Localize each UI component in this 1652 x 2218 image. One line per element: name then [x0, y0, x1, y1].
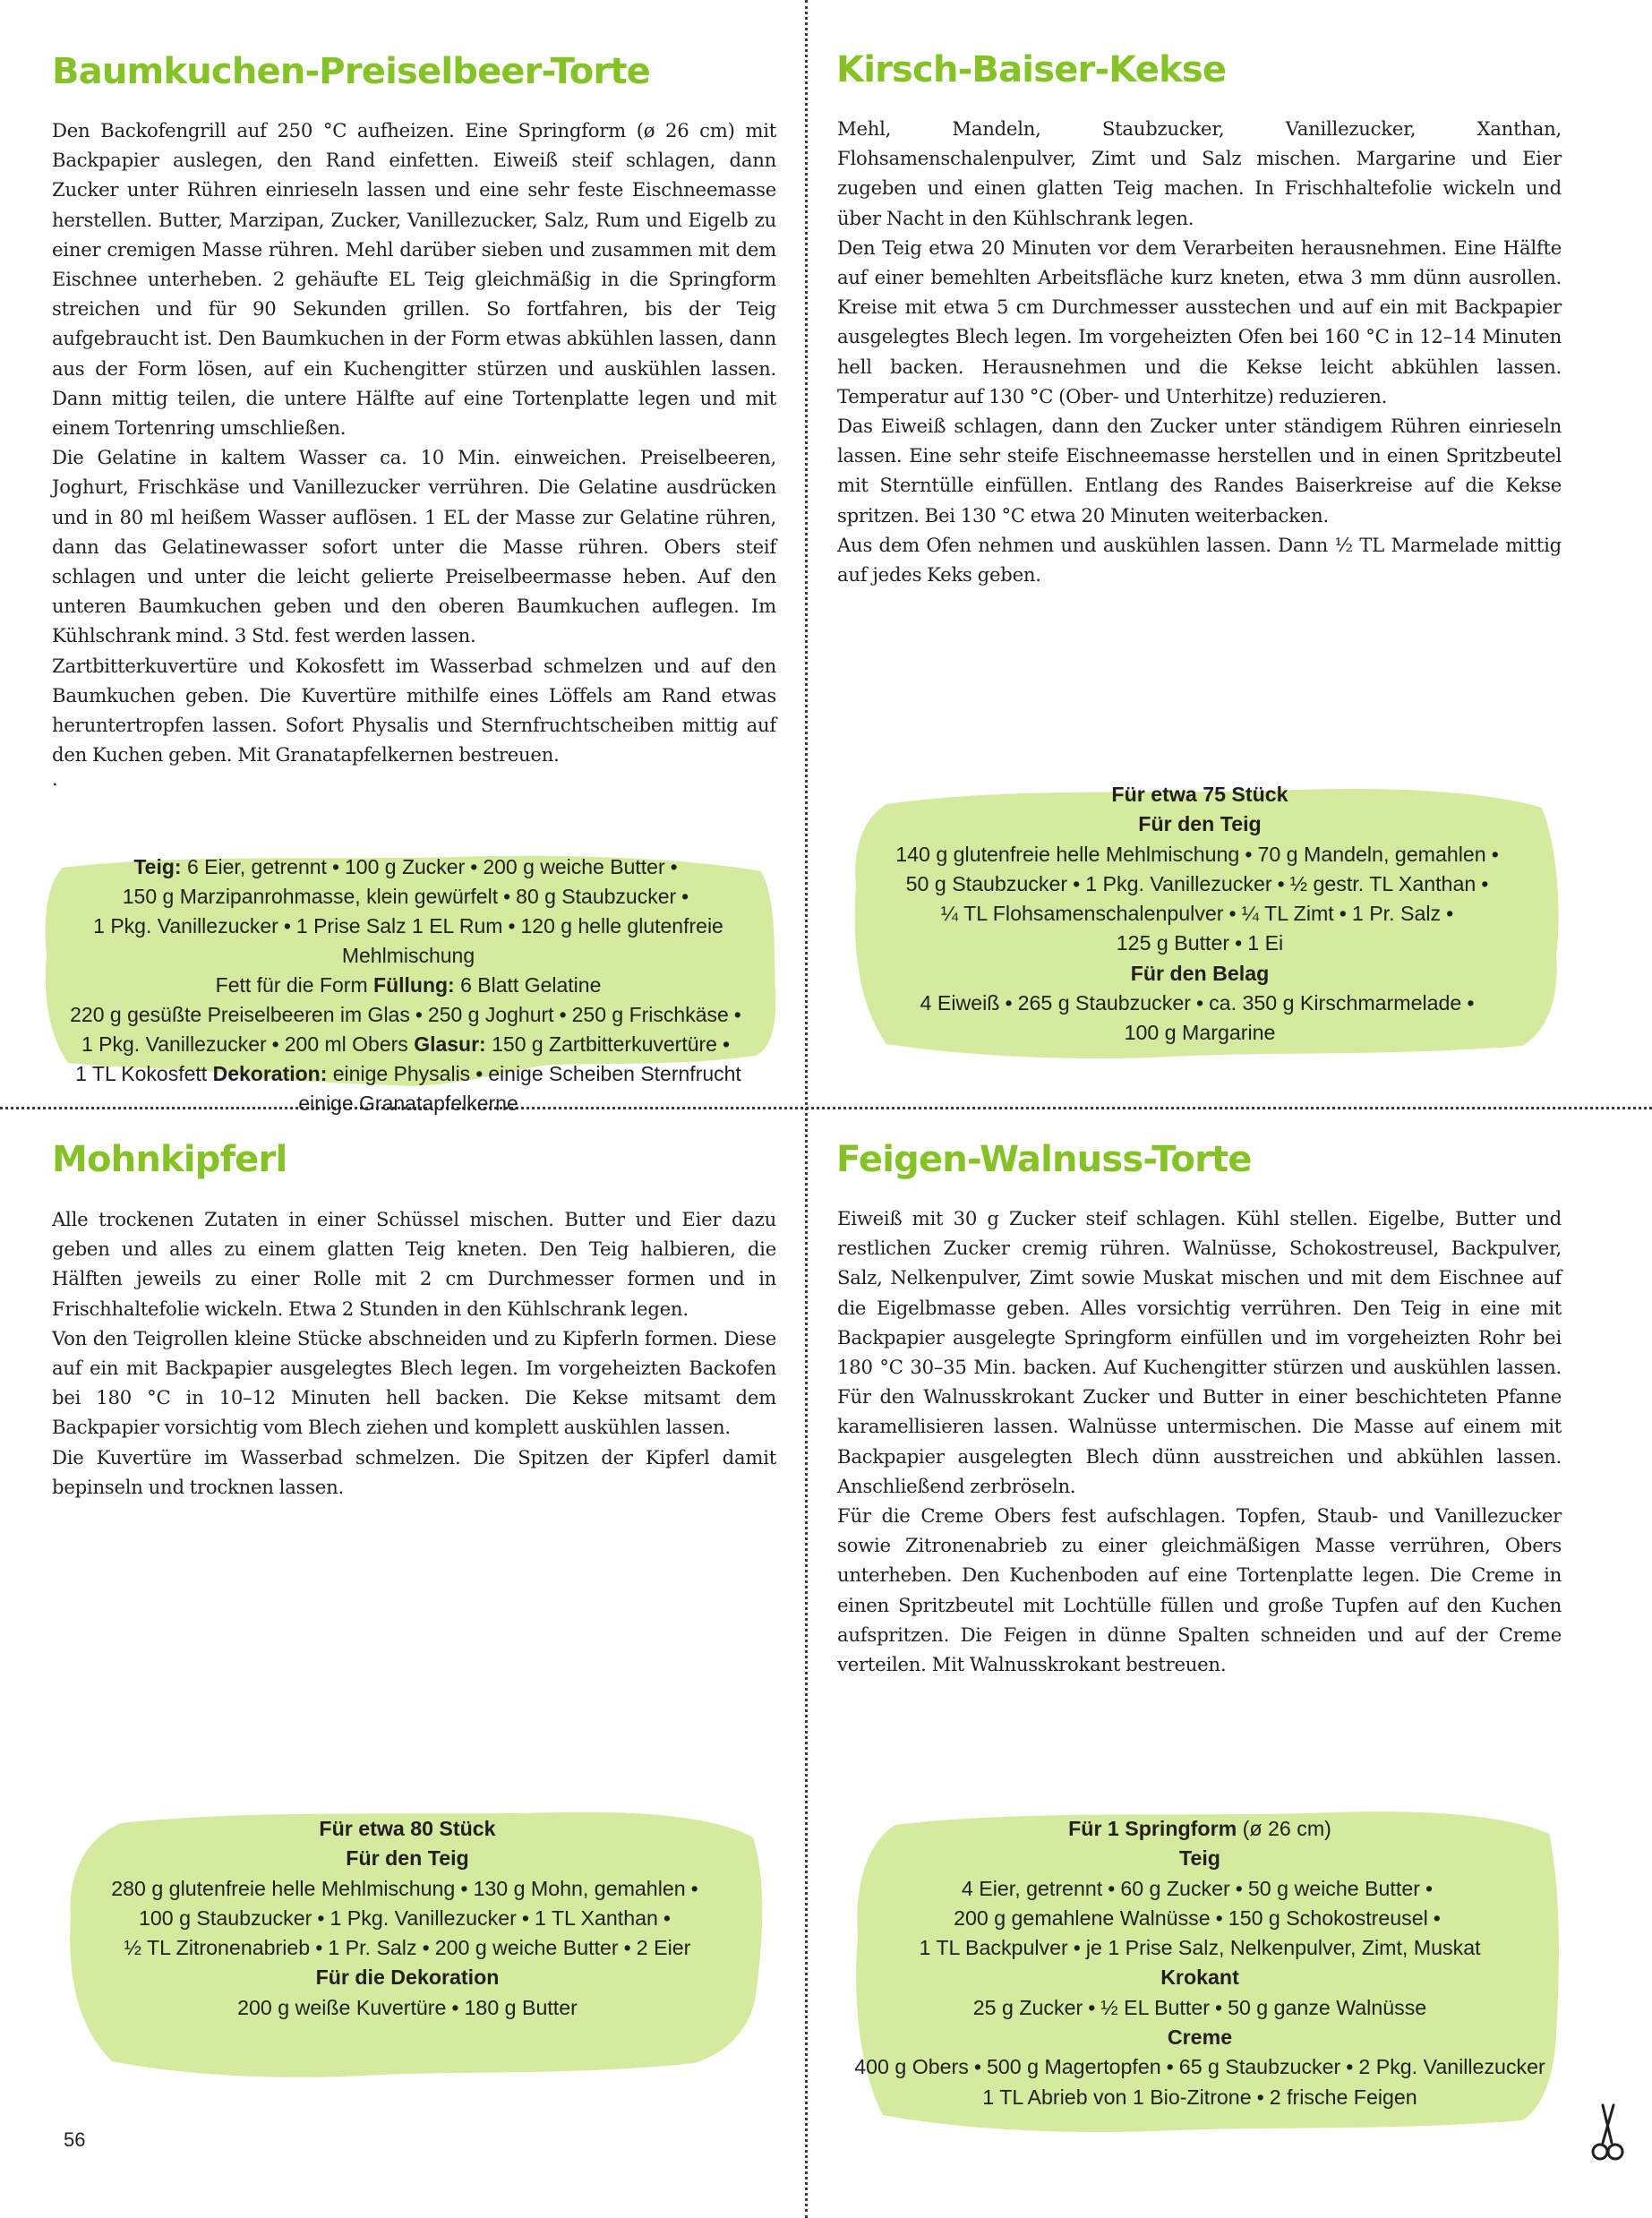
teig-label: Teig:	[133, 855, 182, 878]
teig-label: Für den Teig	[1138, 812, 1262, 836]
ingredient: 6 Eier, getrennt	[186, 855, 327, 878]
stray-dot: .	[52, 767, 58, 791]
ingredient-line: 280 g glutenfreie helle Mehlmischung • 130 g Mohn, gemahlen • 100 g Staubzucker • 1 Pkg. Vanillezucker • 1 TL Xanthan • ½ TL Zitronenabrieb • 1 Pr. Salz • 200 g weiche Butter • 2 Eier	[111, 1876, 698, 1960]
ingredient: 60 g Zucker	[1120, 1876, 1230, 1900]
ingredient: 100 g Margarine	[1124, 1021, 1276, 1045]
paragraph: Die Gelatine in kaltem Wasser ca. 10 Min. einweichen. Preiselbeeren, Joghurt, Frischkäse und Vanillezucker verrühren. Die Gelatine ausdrücken und in 80 ml heißem Wasser auflösen. 1 EL der Masse zur Gelatine rühren, dann das Gelatinewasser sofort unter die Masse rühren. Obers steif schlagen und unter die leicht gelierte Preiselbeermasse heben. Auf den unteren Baumkuchen geben und den oberen Baumkuchen auflegen. Im Kühlschrank mind. 3 Std. fest werden lassen.	[52, 446, 776, 647]
ingredient: ½ EL Butter	[1100, 1995, 1210, 2019]
paragraph: Eiweiß mit 30 g Zucker steif schlagen. Kühl stellen. Eigelbe, Butter und restlichen Zucker cremig rühren. Walnüsse, Schokostreusel, Backpulver, Salz, Nelkenpulver, Zimt sowie Muskat mischen und mit dem Eischnee auf die Eigelbmasse geben. Alles vorsichtig verrühren. Den Teig in eine mit Backpapier ausgelegte Springform einfüllen und im vorgeheizten Rohr bei 180 °C 30–35 Min. backen. Auf Kuchengitter stürzen und auskühlen lassen. Für den Walnusskrokant Zucker und Butter in einer beschichteten Pfanne karamellisieren lassen. Walnüsse untermischen. Die Masse auf einem mit Backpapier ausgelegten Blech dünn ausstreichen und abkühlen lassen. Anschließend zerbröseln.	[837, 1207, 1562, 1497]
ingredient: 4 Eier, getrennt	[961, 1876, 1103, 1900]
ingredient: 150 g Schokostreusel	[1228, 1905, 1428, 1930]
ingredient: 1 Pr. Salz	[1351, 902, 1442, 926]
belag-label: Für den Belag	[1130, 961, 1270, 985]
ingredient: 220 g gesüßte Preiselbeeren im Glas	[70, 1003, 410, 1026]
paragraph: Zartbitterkuvertüre und Kokosfett im Wasserbad schmelzen und auf den Baumkuchen geben. Die Kuvertüre mithilfe eines Löffels am Rand etwas heruntertropfen lassen. Sofort Physalis und Sternfruchtscheiben mittig auf den Kuchen geben. Mit Granatapfelkernen bestreuen.	[52, 654, 776, 766]
ingredient: 70 g Mandeln, gemahlen	[1257, 842, 1486, 866]
ingredient: ca. 350 g Kirschmarmelade	[1209, 991, 1462, 1015]
ingredient: 150 g Marzipanrohmasse, klein gewürfelt	[122, 885, 499, 908]
ingredient: 2 Eier	[636, 1936, 691, 1960]
ingredient: 50 g Staubzucker	[905, 871, 1068, 895]
yield-label: Für 1 Springform	[1068, 1817, 1237, 1840]
ingredient: 2 frische Feigen	[1269, 2085, 1417, 2109]
paragraph: Den Backofengrill auf 250 °C aufheizen. Eine Springform (ø 26 cm) mit Backpapier auslegen, den Rand einfetten. Eiweiß steif schlagen, dann Zucker unter Rühren einrieseln lassen und eine sehr feste Eischneemasse herstellen. Butter, Marzipan, Zucker, Vanillezucker, Salz, Rum und Eigelb zu einer cremigen Masse rühren. Mehl darüber sieben und zusammen mit dem Eischnee unterheben. 2 gehäufte EL Teig gleichmäßig in die Springform streichen und für 90 Sekunden grillen. So fortfahren, bis der Teig aufgebraucht ist. Den Baumkuchen in der Form etwas abkühlen lassen, dann aus der Form lösen, auf ein Kuchengitter stürzen und auskühlen lassen. Dann mittig teilen, die untere Hälfte auf eine Tortenplatte legen und mit einem Tortenring umschließen.	[52, 119, 776, 440]
ingredient: einige Physalis	[332, 1062, 471, 1085]
page-number: 56	[64, 2128, 86, 2151]
ingredient: 130 g Mohn, gemahlen	[473, 1876, 686, 1900]
ingredient: 250 g Joghurt	[427, 1003, 554, 1026]
ingredients-list	[833, 1802, 1567, 2112]
ingredient: 1 TL Xanthan	[534, 1905, 658, 1930]
ingredient: 1 TL Backpulver	[919, 1936, 1068, 1960]
ingredient: 280 g glutenfreie helle Mehlmischung	[111, 1876, 456, 1900]
ingredient: 400 g Obers	[854, 2055, 969, 2079]
ingredient: 2 Pkg. Vanillezucker	[1358, 2055, 1545, 2079]
ingredient: 1 Prise Salz 1 EL Rum	[295, 914, 503, 938]
recipe-title-feigen: Feigen-Walnuss-Torte	[836, 1139, 1252, 1180]
recipe-title-mohn: Mohnkipferl	[52, 1139, 287, 1180]
paragraph: Mehl, Mandeln, Staubzucker, Vanillezucker, Xanthan, Flohsamenschalenpulver, Zimt und Salz mischen. Margarine und Eier zugeben und einen glatten Teig machen. In Frischhaltefolie wickeln und über Nacht in den Kühlschrank legen.	[837, 117, 1562, 229]
ingredient: 125 g Butter	[1116, 931, 1230, 955]
ingredient: ½ gestr. TL Xanthan	[1289, 871, 1477, 895]
paragraph: Die Kuvertüre im Wasserbad schmelzen. Die Spitzen der Kipferl damit bepinseln und trocknen lassen.	[52, 1445, 776, 1498]
ingredient: ½ TL Zitronenabrieb	[124, 1936, 311, 1960]
recipe-instructions-kirsch	[837, 114, 1562, 589]
ingredient: 250 g Frischkäse	[571, 1003, 729, 1026]
recipe-instructions-feigen	[837, 1203, 1562, 1679]
ingredient-line: 200 g weiße Kuvertüre • 180 g Butter	[237, 1995, 578, 2019]
ingredient: 200 g weiche Butter	[434, 1936, 619, 1960]
ingredient: 1 Pkg. Vanillezucker	[1085, 871, 1272, 895]
fuellung-label: Füllung:	[373, 973, 455, 997]
ingredient: 1 Pkg. Vanillezucker	[330, 1905, 517, 1930]
ingredients-list	[40, 1802, 775, 2023]
ingredient: 100 g Zucker	[345, 855, 466, 878]
ingredient: je 1 Prise Salz, Nelkenpulver, Zimt, Muskat	[1085, 1936, 1481, 1960]
ingredients-box-baumkuchen	[36, 848, 781, 1115]
recipe-title-kirsch: Kirsch-Baiser-Kekse	[836, 49, 1227, 90]
ingredient: 100 g Staubzucker	[138, 1905, 312, 1930]
glasur-label: Glasur:	[414, 1032, 486, 1056]
ingredient: 500 g Magertopfen	[987, 2055, 1161, 2079]
ingredient: einige Scheiben Sternfrucht	[488, 1062, 741, 1085]
ingredient: 1 Ei	[1247, 931, 1284, 955]
ingredient-line: 140 g glutenfreie helle Mehlmischung • 70 g Mandeln, gemahlen • 50 g Staubzucker • 1 Pkg. Vanillezucker • ½ gestr. TL Xanthan • ¼ TL Flohsamenschalenpulver • ¼ TL Zimt • 1 Pr. Salz • 125 g Butter • 1 Ei	[895, 842, 1499, 955]
ingredient: 150 g Zartbitterkuvertüre	[492, 1032, 717, 1056]
recipe-title-baumkuchen: Baumkuchen-Preiselbeer-Torte	[52, 51, 651, 92]
ingredients-box-mohn	[40, 1802, 775, 2084]
ingredient: 1 Pkg. Vanillezucker	[93, 914, 278, 938]
ingredient: 200 g weiche Butter	[483, 855, 665, 878]
ingredient-line: 4 Eier, getrennt • 60 g Zucker • 50 g weiche Butter • 200 g gemahlene Walnüsse • 150 g Schokostreusel • 1 TL Backpulver • je 1 Prise Salz, Nelkenpulver, Zimt, Muskat	[919, 1876, 1481, 1960]
ingredient: 6 Blatt Gelatine	[460, 973, 602, 997]
yield-line	[833, 1814, 1567, 1844]
recipe-instructions-mohn	[52, 1204, 776, 1502]
scissors-icon	[1588, 2102, 1626, 2162]
yield-label: Für etwa 80 Stück	[319, 1817, 496, 1840]
deko-label: Für die Dekoration	[315, 1965, 500, 1990]
ingredient: ¼ TL Zimt	[1241, 902, 1334, 926]
recipe-instructions-baumkuchen	[52, 116, 776, 789]
ingredients-box-feigen	[833, 1802, 1567, 2135]
ingredient: Fett für die Form	[215, 973, 368, 997]
ingredients-list	[833, 777, 1567, 1049]
paragraph: Für die Creme Obers fest aufschlagen. Topfen, Staub- und Vanillezucker sowie Zitronenabrieb zu einer gleichmäßigen Masse verrühren, Obers unterheben. Den Kuchenboden auf eine Tortenplatte legen. Die Creme in einen Spritzbeutel mit Lochtülle füllen und große Tupfen auf den Kuchen aufspritzen. Die Feigen in dünne Spalten schneiden und auf der Creme verteilen. Mit Walnusskrokant bestreuen.	[837, 1504, 1562, 1676]
ingredients-list: Teig: 6 Eier, getrennt • 100 g Zucker • 200 g weiche Butter • 150 g Marzipanrohmasse, klein gewürfelt • 80 g Staubzucker • 1 Pkg. Vanillezucker • 1 Prise Salz 1 EL Rum • 120 g helle glutenfreie Mehlmischung Fett für die Form Füllung: 6 Blatt Gelatine 220 g gesüßte Preiselbeeren im Glas • 250 g Joghurt • 250 g Frischkäse • 1 Pkg. Vanillezucker • 200 ml Obers Glasur: 150 g Zartbitterkuvertüre • 1 TL Kokosfett Dekoration: einige Physalis • einige Scheiben Sternfrucht einige Granatapfelkerne	[70, 855, 741, 1115]
ingredient: 50 g weiche Butter	[1247, 1876, 1420, 1900]
ingredient: ¼ TL Flohsamenschalenpulver	[940, 902, 1224, 926]
ingredient: 200 g weiße Kuvertüre	[237, 1995, 447, 2019]
krokant-label: Krokant	[1160, 1965, 1239, 1990]
paragraph: Das Eiweiß schlagen, dann den Zucker unter ständigem Rühren einrieseln lassen. Eine sehr steife Eischneemasse herstellen und in einen Spritzbeutel mit Sterntülle einfüllen. Entlang des Randes Baiserkreise auf die Kekse spritzen. Bei 130 °C etwa 20 Minuten weiterbacken.	[837, 415, 1562, 527]
creme-label: Creme	[1167, 2025, 1233, 2050]
yield-label: Für etwa 75 Stück	[1111, 783, 1288, 806]
ingredient: 25 g Zucker	[972, 1995, 1083, 2019]
ingredient: 1 Pr. Salz	[328, 1936, 417, 1960]
ingredient: 120 g helle glutenfreie Mehlmischung	[341, 914, 723, 967]
ingredient-line: 25 g Zucker • ½ EL Butter • 50 g ganze Walnüsse	[972, 1995, 1427, 2019]
ingredient: 80 g Staubzucker	[516, 885, 677, 908]
ingredient: 200 ml Obers	[284, 1032, 408, 1056]
teig-label: Für den Teig	[346, 1846, 469, 1871]
ingredients-box-kirsch	[833, 777, 1567, 1064]
ingredient: 65 g Staubzucker	[1178, 2055, 1341, 2079]
ingredient-line: 400 g Obers • 500 g Magertopfen • 65 g Staubzucker • 2 Pkg. Vanillezucker 1 TL Abrieb von 1 Bio-Zitrone • 2 frische Feigen	[854, 2055, 1545, 2109]
ingredient: 140 g glutenfreie helle Mehlmischung	[895, 842, 1240, 866]
ingredient: 50 g ganze Walnüsse	[1228, 1995, 1427, 2019]
ingredient: 1 TL Abrieb von 1 Bio-Zitrone	[982, 2085, 1252, 2109]
ingredient: einige Granatapfelkerne	[298, 1092, 518, 1115]
ingredient: 265 g Staubzucker	[1017, 991, 1191, 1015]
ingredient: 200 g gemahlene Walnüsse	[954, 1905, 1211, 1930]
paragraph: Den Teig etwa 20 Minuten vor dem Verarbeiten herausnehmen. Eine Hälfte auf einer bemehlten Arbeitsfläche kurz kneten, etwa 3 mm dünn ausrollen. Kreise mit etwa 5 cm Durchmesser ausstechen und auf ein mit Backpapier ausgelegtes Blech legen. Im vorgeheizten Ofen bei 160 °C in 12–14 Minuten hell backen. Herausnehmen und die Kekse leicht abkühlen lassen. Temperatur auf 130 °C (Ober- und Unterhitze) reduzieren.	[837, 236, 1562, 407]
ingredient-line: 4 Eiweiß • 265 g Staubzucker • ca. 350 g Kirschmarmelade • 100 g Margarine	[920, 991, 1475, 1045]
ingredient: 1 Pkg. Vanillezucker	[81, 1032, 267, 1056]
teig-label: Teig	[1179, 1846, 1220, 1871]
paragraph: Alle trockenen Zutaten in einer Schüssel mischen. Butter und Eier dazu geben und alles zu einem glatten Teig kneten. Den Teig halbieren, die Hälften jeweils zu einer Rolle mit 2 cm Durchmesser formen und in Frischhaltefolie wickeln. Etwa 2 Stunden in den Kühlschrank legen.	[52, 1208, 776, 1320]
paragraph: Aus dem Ofen nehmen und auskühlen lassen. Dann ½ TL Marmelade mittig auf jedes Keks geben.	[837, 533, 1562, 587]
ingredient: 1 TL Kokosfett	[75, 1062, 208, 1085]
ingredient: 4 Eiweiß	[920, 991, 1000, 1015]
yield-note: (ø 26 cm)	[1242, 1817, 1331, 1840]
dekoration-label: Dekoration:	[212, 1062, 328, 1085]
ingredient: 180 g Butter	[464, 1995, 578, 2019]
paragraph: Von den Teigrollen kleine Stücke abschneiden und zu Kipferln formen. Diese auf ein mit Backpapier ausgelegtes Blech legen. Im vorgeheizten Backofen bei 180 °C in 10–12 Minuten hell backen. Die Kekse mitsamt dem Backpapier vorsichtig vom Blech ziehen und komplett auskühlen lassen.	[52, 1326, 776, 1439]
